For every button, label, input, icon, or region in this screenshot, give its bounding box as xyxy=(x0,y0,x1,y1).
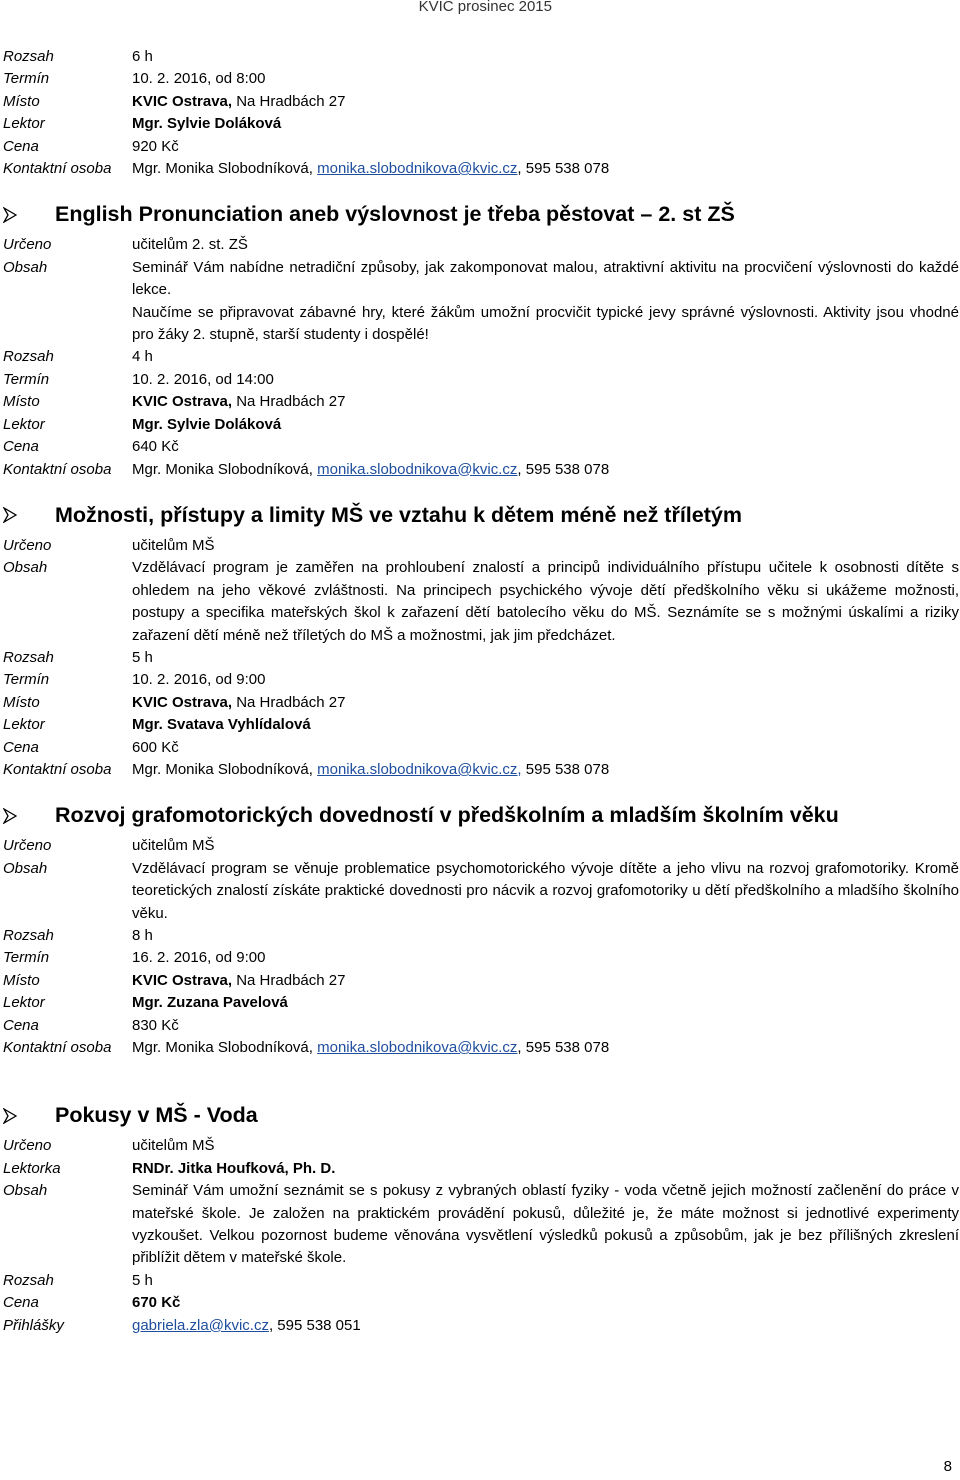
field-label: Obsah xyxy=(3,258,48,276)
field-label: Místo xyxy=(3,971,40,989)
field-label: Určeno xyxy=(3,837,52,855)
registration-email-link[interactable]: gabriela.zla@kvic.cz xyxy=(132,1316,269,1334)
course-title: Pokusy v MŠ - Voda xyxy=(55,1103,258,1128)
field-label: Kontaktní osoba xyxy=(3,460,112,478)
termin-row xyxy=(3,669,959,691)
document-body xyxy=(3,46,959,1337)
field-label: Rozsah xyxy=(3,48,54,65)
price-value: 670 Kč xyxy=(132,1294,181,1312)
field-value: učitelům MŠ xyxy=(132,536,215,554)
field-value xyxy=(132,459,959,481)
field-label: Rozsah xyxy=(3,348,54,366)
field-value: 10. 2. 2016, od 14:00 xyxy=(132,370,274,388)
page-number: 8 xyxy=(943,1458,952,1475)
field-value: 16. 2. 2016, od 9:00 xyxy=(132,949,266,967)
contact-email-link[interactable]: monika.slobodnikova@kvic.cz xyxy=(317,160,518,178)
field-value xyxy=(132,714,959,736)
field-value: 830 Kč xyxy=(132,1016,179,1034)
lektor-row xyxy=(3,714,959,736)
field-value: 6 h xyxy=(132,48,153,65)
field-label: Cena xyxy=(3,438,39,456)
lecturer-name: Mgr. Sylvie Doláková xyxy=(132,115,282,133)
field-label: Kontaktní osoba xyxy=(3,1039,112,1057)
field-label: Lektor xyxy=(3,115,45,133)
field-value xyxy=(132,91,959,113)
field-value: 600 Kč xyxy=(132,738,179,756)
field-value xyxy=(132,992,959,1014)
kontakt-row xyxy=(3,459,959,481)
course-heading xyxy=(3,803,959,828)
contact-email-link[interactable]: monika.slobodnikova@kvic.cz, xyxy=(317,760,522,778)
field-value: 920 Kč xyxy=(132,137,179,155)
intro-lektor-row xyxy=(3,113,959,135)
field-value: 10. 2. 2016, od 8:00 xyxy=(132,70,266,88)
intro-termin-row xyxy=(3,68,959,90)
field-label: Termín xyxy=(3,671,50,689)
registration-phone: , 595 538 051 xyxy=(268,1316,361,1334)
contact-name: Mgr. Monika Slobodníková, xyxy=(132,760,318,778)
field-label: Obsah xyxy=(3,859,48,877)
field-label: Cena xyxy=(3,738,39,756)
rozsah-row xyxy=(3,1270,959,1292)
field-label: Rozsah xyxy=(3,927,54,944)
field-label: Cena xyxy=(3,1016,39,1034)
field-label: Místo xyxy=(3,693,40,711)
field-label: Termín xyxy=(3,949,50,967)
field-value xyxy=(132,158,959,180)
venue-name: KVIC Ostrava, xyxy=(132,92,233,110)
description-paragraph: Naučíme se připravovat zábavné hry, které žákům umožní procvičit typické jevy správné výslovnosti. Aktivity jsou vhodné pro žáky 2. stupně, starší studenty i dospělé! xyxy=(132,303,959,344)
arrow-bullet-icon xyxy=(3,207,55,223)
contact-name: Mgr. Monika Slobodníková, xyxy=(132,460,318,478)
urceno-row xyxy=(3,234,959,256)
field-label: Termín xyxy=(3,70,50,88)
misto-row xyxy=(3,970,959,992)
cena-row xyxy=(3,436,959,458)
field-label: Kontaktní osoba xyxy=(3,160,112,178)
arrow-bullet-icon xyxy=(3,507,55,523)
course-title: Možnosti, přístupy a limity MŠ ve vztahu k dětem méně než tříletým xyxy=(55,502,742,527)
field-label: Obsah xyxy=(3,1182,48,1200)
cena-row xyxy=(3,1015,959,1037)
venue-address: Na Hradbách 27 xyxy=(232,393,346,411)
field-label: Místo xyxy=(3,92,40,110)
field-value xyxy=(132,692,959,714)
field-value: učitelům MŠ xyxy=(132,1137,215,1155)
description-paragraph: Seminář Vám umožní seznámit se s pokusy z vybraných oblastí fyziky - voda včetně jejich možností začlenění do práce v mateřské škole. Je založen na praktickém provádění pokusů, důležité je, že máte možnost si jednotlivé experimenty vyzkoušet. Velkou pozornost budeme věnována vysvětlení výsledků pokusů a způsobům, jak je bez přílišných zkreslení přiblížit dětem v mateřské škole. xyxy=(132,1182,959,1267)
field-value xyxy=(132,970,959,992)
lecturer-name: Mgr. Svatava Vyhlídalová xyxy=(132,716,311,734)
misto-row xyxy=(3,692,959,714)
field-value: učitelům 2. st. ZŠ xyxy=(132,236,248,254)
cena-row xyxy=(3,737,959,759)
field-label: Termín xyxy=(3,370,50,388)
contact-name: Mgr. Monika Slobodníková, xyxy=(132,1039,318,1057)
field-value: 5 h xyxy=(132,1271,153,1289)
field-label: Lektor xyxy=(3,994,45,1012)
running-header: KVIC prosinec 2015 xyxy=(418,0,552,15)
cena-row xyxy=(3,1292,959,1314)
course-heading xyxy=(3,202,959,227)
intro-cena-row xyxy=(3,136,959,158)
course-heading xyxy=(3,503,959,528)
urceno-row xyxy=(3,835,959,857)
field-value xyxy=(132,1158,959,1180)
lecturer-name: Mgr. Sylvie Doláková xyxy=(132,415,282,433)
field-value xyxy=(132,1315,959,1337)
field-label: Cena xyxy=(3,137,39,155)
venue-address: Na Hradbách 27 xyxy=(232,92,346,110)
course-title: Rozvoj grafomotorických dovedností v předškolním a mladším školním věku xyxy=(55,803,839,828)
urceno-row xyxy=(3,535,959,557)
venue-address: Na Hradbách 27 xyxy=(232,693,346,711)
obsah-row xyxy=(3,257,959,347)
field-label: Určeno xyxy=(3,1137,52,1155)
field-value xyxy=(132,1037,959,1059)
lektor-row xyxy=(3,414,959,436)
termin-row xyxy=(3,369,959,391)
termin-row xyxy=(3,947,959,969)
rozsah-row xyxy=(3,647,959,669)
obsah-row xyxy=(3,858,959,925)
description-paragraph: Vzdělávací program se věnuje problematice psychomotorického vývoje dítěte a jeho vlivu na rozvoj grafomotoriky. Kromě teoretických znalostí získáte praktické dovednosti pro nácvik a rozvoj grafomotoriky u dětí předškolního a mladšího školního věku. xyxy=(132,859,959,922)
description-paragraph: Seminář Vám nabídne netradiční způsoby, jak zakomponovat malou, atraktivní aktivitu na procvičení výslovnosti do každé lekce. xyxy=(132,258,959,299)
venue-name: KVIC Ostrava, xyxy=(132,971,233,989)
arrow-bullet-icon xyxy=(3,808,55,824)
contact-phone: , 595 538 078 xyxy=(517,1039,610,1057)
intro-kontakt-row xyxy=(3,158,959,180)
venue-name: KVIC Ostrava, xyxy=(132,393,233,411)
field-value xyxy=(132,759,959,781)
venue-address: Na Hradbách 27 xyxy=(232,971,346,989)
description-paragraph: Vzdělávací program je zaměřen na prohloubení znalostí a principů individuálního přístupu učitele k osobnosti dítěte s ohledem na jeho věkové zvláštnosti. Na principech psychického vývoje dětí předškolního věku si ukážeme možnosti, postupy a specifika mateřských škol k zařazení dětí batolecího věku do MŠ. Seznámíte se s možnými úskalími a riziky zařazení dětí méně než tříletých do MŠ a možnostmi, jak jim předcházet. xyxy=(132,559,959,644)
venue-name: KVIC Ostrava, xyxy=(132,693,233,711)
contact-email-link[interactable]: monika.slobodnikova@kvic.cz xyxy=(317,1039,518,1057)
arrow-bullet-icon xyxy=(3,1108,55,1124)
lektorka-row xyxy=(3,1158,959,1180)
obsah-row xyxy=(3,1180,959,1270)
intro-rozsah-row xyxy=(3,46,959,68)
field-label: Kontaktní osoba xyxy=(3,760,112,778)
kontakt-row xyxy=(3,1037,959,1059)
contact-name: Mgr. Monika Slobodníková, xyxy=(132,160,318,178)
contact-phone: , 595 538 078 xyxy=(517,460,610,478)
prihlasky-row xyxy=(3,1315,959,1337)
field-label: Rozsah xyxy=(3,1271,54,1289)
course-heading xyxy=(3,1103,959,1128)
field-label: Rozsah xyxy=(3,648,54,666)
field-label: Lektorka xyxy=(3,1159,61,1177)
contact-phone: 595 538 078 xyxy=(521,760,610,778)
field-value: učitelům MŠ xyxy=(132,837,215,855)
field-label: Obsah xyxy=(3,559,48,577)
field-value: 8 h xyxy=(132,927,153,944)
rozsah-row xyxy=(3,346,959,368)
field-value: 640 Kč xyxy=(132,438,179,456)
field-value: 10. 2. 2016, od 9:00 xyxy=(132,671,266,689)
contact-email-link[interactable]: monika.slobodnikova@kvic.cz xyxy=(317,460,518,478)
field-label: Určeno xyxy=(3,236,52,254)
lecturer-name: RNDr. Jitka Houfková, Ph. D. xyxy=(132,1159,336,1177)
field-value: 4 h xyxy=(132,348,153,366)
obsah-row xyxy=(3,557,959,647)
lektor-row xyxy=(3,992,959,1014)
contact-phone: , 595 538 078 xyxy=(517,160,610,178)
field-label: Cena xyxy=(3,1294,39,1312)
field-label: Lektor xyxy=(3,415,45,433)
field-label: Lektor xyxy=(3,716,45,734)
field-label: Místo xyxy=(3,393,40,411)
rozsah-row xyxy=(3,925,959,947)
field-value xyxy=(132,257,959,347)
field-value xyxy=(132,414,959,436)
kontakt-row xyxy=(3,759,959,781)
field-value xyxy=(132,1292,959,1314)
section-gap xyxy=(3,1059,959,1103)
intro-misto-row xyxy=(3,91,959,113)
field-value xyxy=(132,113,959,135)
field-value: 5 h xyxy=(132,648,153,666)
misto-row xyxy=(3,391,959,413)
course-title: English Pronunciation aneb výslovnost je třeba pěstovat – 2. st ZŠ xyxy=(55,202,735,227)
field-label: Přihlášky xyxy=(3,1316,64,1334)
field-label: Určeno xyxy=(3,536,52,554)
urceno-row xyxy=(3,1135,959,1157)
field-value xyxy=(132,391,959,413)
lecturer-name: Mgr. Zuzana Pavelová xyxy=(132,994,288,1012)
